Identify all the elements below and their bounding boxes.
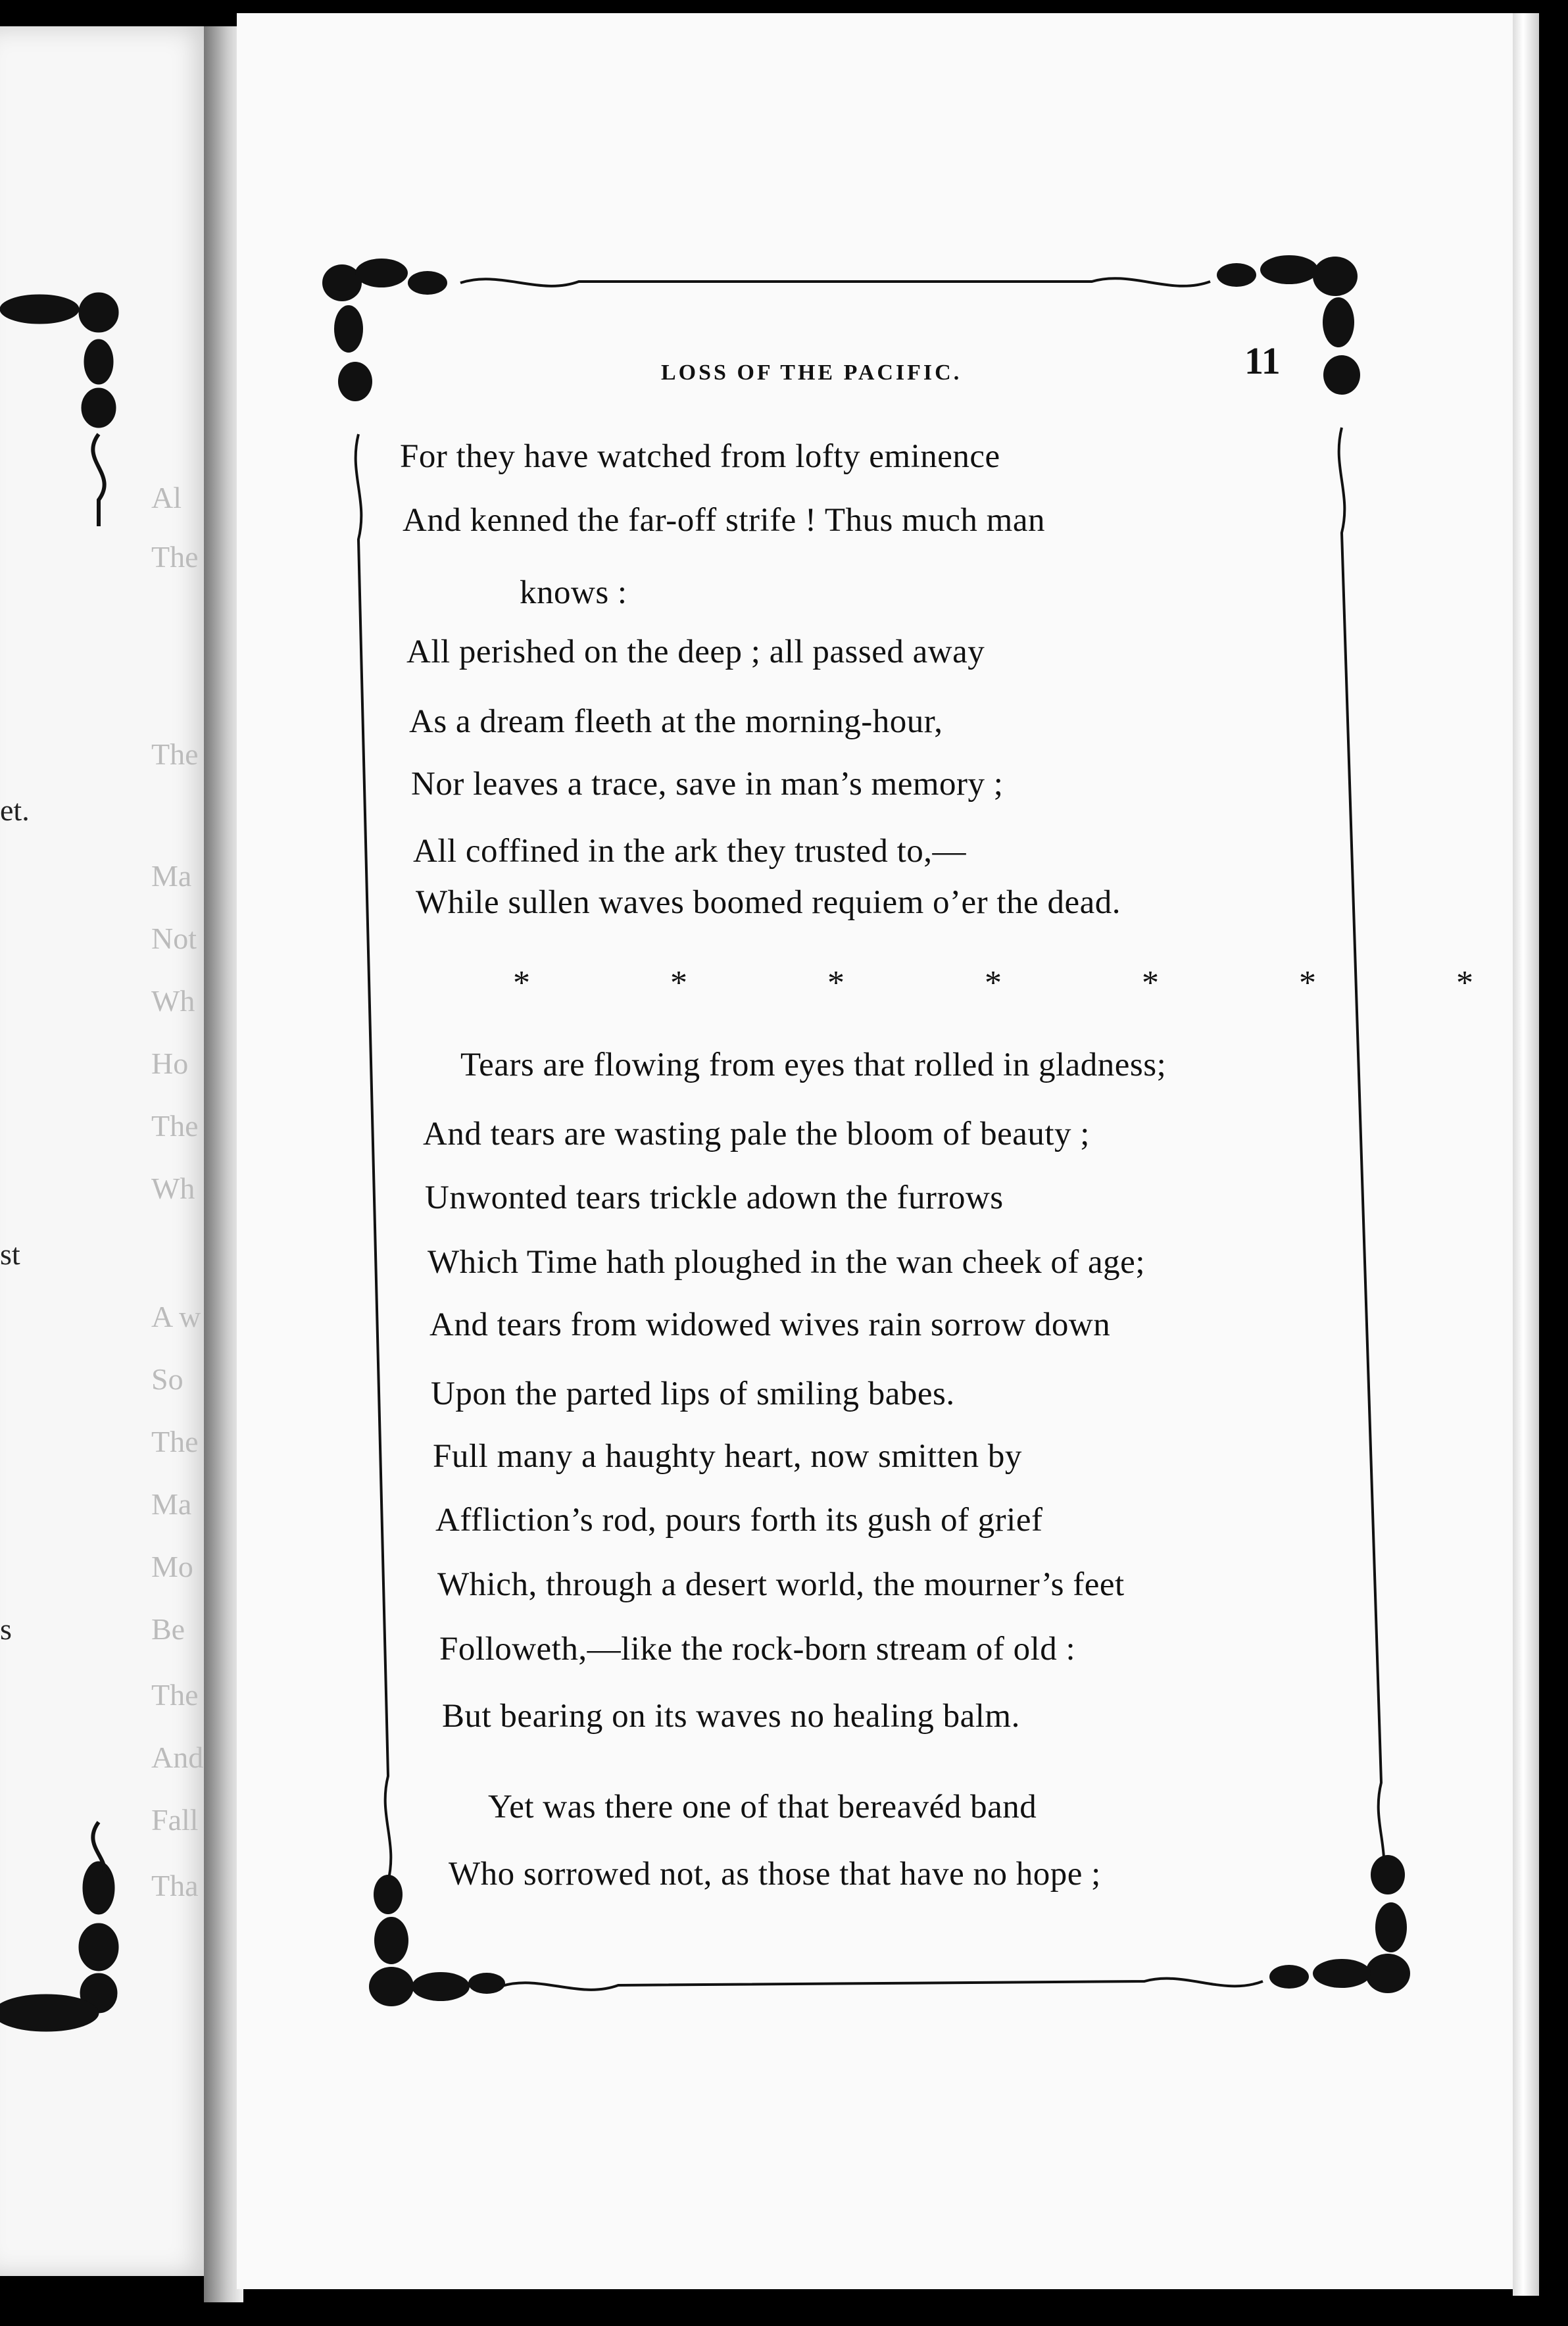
poem-line: And tears are wasting pale the bloom of beauty ; <box>423 1116 1090 1152</box>
poem-line: Upon the parted lips of smiling babes. <box>431 1375 955 1412</box>
left-page-fragment: The <box>151 1109 199 1143</box>
poem-line: Unwonted tears trickle adown the furrows <box>425 1179 1004 1216</box>
poem-line: Tears are flowing from eyes that rolled in gladness; <box>460 1047 1167 1083</box>
poem-line: And tears from widowed wives rain sorrow down <box>429 1306 1111 1343</box>
running-header: LOSS OF THE PACIFIC. <box>661 360 962 385</box>
poem-line: Followeth,—like the rock-born stream of old : <box>439 1631 1076 1668</box>
poem-line: And kenned the far-off strife ! Thus much man <box>403 502 1045 539</box>
left-page-fragment: The <box>151 737 199 771</box>
left-page-fragment: st <box>0 1237 20 1271</box>
left-page-fragment: s <box>0 1612 12 1646</box>
poem-line: All coffined in the ark they trusted to,— <box>413 833 967 870</box>
left-page-fragment: Wh <box>151 984 195 1018</box>
left-page-fragment: And <box>151 1741 204 1774</box>
section-separator: * * * * * * * <box>513 964 1539 1002</box>
left-page-fragment: Be <box>151 1612 185 1646</box>
left-page-fragment: So <box>151 1362 184 1396</box>
left-page-fragment: Ma <box>151 859 192 893</box>
poem-line: Which Time hath ploughed in the wan cheek of age; <box>428 1244 1145 1281</box>
poem-line: Which, through a desert world, the mourner’s feet <box>437 1566 1125 1603</box>
left-page-fragment: The <box>151 540 199 574</box>
poem-line: knows : <box>520 574 627 611</box>
poem-line: All perished on the deep ; all passed away <box>406 633 985 670</box>
left-page-fragment: Tha <box>151 1869 199 1902</box>
left-page-fragment: The <box>151 1425 199 1458</box>
left-page-fragment: Al <box>151 481 182 514</box>
poem-line: Yet was there one of that bereavéd band <box>488 1789 1037 1825</box>
left-page-fragment: The <box>151 1678 199 1712</box>
left-page-fragment: Fall <box>151 1803 199 1837</box>
left-page-fragment: Mo <box>151 1550 193 1583</box>
left-page-fragment: Ho <box>151 1047 189 1080</box>
poem-line: While sullen waves boomed requiem o’er the dead. <box>416 884 1121 921</box>
left-page-fragment: A w <box>151 1300 201 1333</box>
poem-line: As a dream fleeth at the morning-hour, <box>409 703 943 740</box>
poem-line: Full many a haughty heart, now smitten by <box>433 1438 1022 1475</box>
poem-line: But bearing on its waves no healing balm. <box>442 1698 1020 1735</box>
left-page-fragment: et. <box>0 793 30 827</box>
left-page-fragment: Not <box>151 922 197 955</box>
poem-line: Nor leaves a trace, save in man’s memory ; <box>411 766 1004 803</box>
page-number: 11 <box>1244 339 1281 382</box>
poem-line: Who sorrowed not, as those that have no hope ; <box>449 1856 1101 1893</box>
poem-line: For they have watched from lofty eminence <box>400 438 1000 475</box>
poem-line: Affliction’s rod, pours forth its gush of grief <box>435 1502 1043 1539</box>
left-page-fragment: Wh <box>151 1172 195 1205</box>
left-page-fragment: Ma <box>151 1487 192 1521</box>
